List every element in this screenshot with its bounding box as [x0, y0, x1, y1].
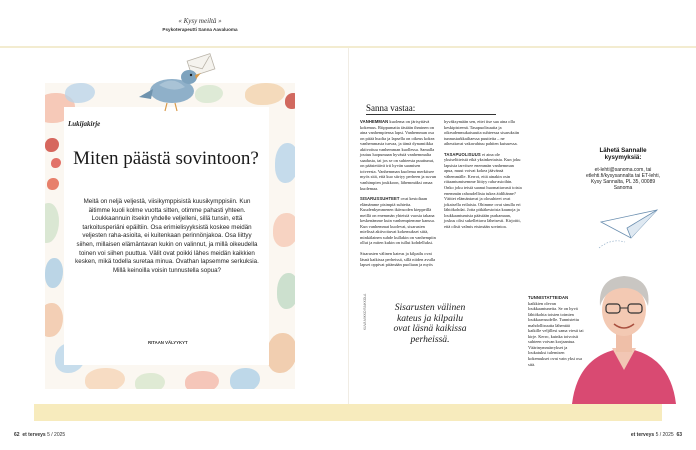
- pull-quote: Sisarusten välinen kateus ja kilpailu ovat läsnä kaikissa perheissä.: [393, 302, 467, 345]
- folio-left: 62 et terveys 5 / 2025: [14, 432, 66, 438]
- contact-details: et-lehti@sanoma.com, tai etlehti.fi/kysysannalta tai ET-lehti, Kysy Sannalta, PL 35, 00089 Sanoma: [586, 166, 660, 192]
- heading-rule: [366, 114, 496, 115]
- paper-plane-icon: [597, 208, 661, 250]
- letter-signature: RITAAN VÄLYYKYT: [148, 340, 188, 345]
- answer-column-1: [360, 119, 438, 273]
- letter-label: Lukijakirje: [68, 120, 101, 128]
- page-spine: [348, 48, 349, 404]
- photo-credit: KUVA MIKKO RAIKKOLA: [363, 293, 367, 330]
- expert-name: Psykoterapeutti Sanna Aavaluoma: [162, 27, 238, 32]
- article-title: Miten päästä sovintoon?: [73, 148, 259, 169]
- expert-portrait: [568, 262, 680, 404]
- paragraph: Sisarusten välinen kateus ja kilpailu ovat läsnä kaikissa perheissä, sillä niiden avulla lapset oppivat pitämään puoliaan ja myös: [360, 251, 436, 268]
- bottom-band: [34, 404, 662, 421]
- contact-title: Lähetä Sannalle kysymyksiä:: [599, 147, 647, 162]
- paragraph: hyväksymään sen, ettei itse saa aina olla keskipisteenä. Tasapuolisuutta ja oikeudenmukaisuutta suhteessa sisaruksiin tunnustarkkailtaessa puutteita – ne aiheuttavat vakavahtuu pahiten kutsuessa.: [444, 119, 520, 147]
- contact-box: [584, 147, 662, 192]
- section-label: « Kysy meiltä »: [178, 17, 222, 25]
- paragraph: TUNNISTATTEIDAN kaikkien olevan loukkaantuneita. Se on hyvä lähtökohta toisten toimien loukkaavuudelle. Tunnistettu mahdollisuutta lähentää kaikille veljillesi sama viesti tai kirje. Kerro, kuinka toivoisit suhteen voivan korjaantua. Väärinymmärrykset ja loukatuksi tulemisen kokemukset ovat vain yksi osa sitä.: [528, 295, 584, 367]
- letter-body: Meitä on neljä veljestä, viisikymppisistä kuusikymppisiin. Kun äitimme kuoli kolme vuotta sitten, otimme pahasti yhteen. Loukkaannuin itsekin yhdelle veljelleni, sillä tunsin, että tarkoitusperiäni epäiltiin. Osa erimielisyyksistä koskee meidän veljesten raha-asioita, ei kuitenkaan perinnönjakoa. Osa liittyy siihen, millaisen elämäntavan kukin on valinnut, ja millä oikeudella toinen voi siihen puuttua. Välit ovat poikki lähes meidän kaikkien kesken, mikä todella suretaa minua. Ovathan lapsemme serkuksia. Millä keinoilla voisin tunnustella sopua?: [75, 198, 259, 274]
- folio-right: et terveys 5 / 2025 63: [630, 432, 682, 438]
- paragraph: SISARUSSUHTEET ovat kestoltaan elämämme pisimpiä suhteita. Kuudenkymmenen ikävuoden kieppeillä meillä on enemmän yhteisiä vuosia takana keskenämme kuin vanhempiemme kanssa. Kun vanhemmat kuolevat, sisarusten mielissä aktivoituvat kokemukset siitä, minkälainen suhde kullakin on vanhempiin ollut ja miten kukin on tullut kohdelluksi.: [360, 196, 436, 246]
- column-header: [130, 17, 270, 32]
- answer-column-2: [444, 119, 522, 234]
- answer-heading: Sanna vastaa:: [366, 103, 416, 113]
- pigeon-icon: [137, 53, 217, 115]
- paragraph: VANHEMMAN kuolema on järisyttävä kokemus. Riippumatta iästään ihminen on aina vanhempiensa lapsi. Vanhemman osa on pitää huolta ja lapsella on oikeus kokea vanhemmasta turvaa, ja tämä dynamiikka aktivoituu vanhemman kuollessa. Samalla joutuu luopumaan hyvästä vanhemmalta saadusta, tai jos se on suhteesta puuttunut, on päästettävä irti hyvän saamisen toiveesta. Vanhemman kuolema merkitsee myös sitä, että kuo siirtyy perheen ja suvun vanhimpien joukkoon, lähemmäksi omaa kuolemaa.: [360, 119, 437, 191]
- paragraph: TASAPUOLISUUS ei aina ole yksiselitteistä eikä yksinkertaista. Kun joku lapsista tarvitsee enemmän vanhemman apua, muut voivat kokea jäävänsä vähemmälle. Kerrot, että ainakin osin riitaantumisemme liittyy raha-asioihin. Onko joku teistä saanut huomattavasti toista enemmän rahoudellista tukea äidiltänne? Väittet elämäntavat ja olosuhteet ovat jokaisella erilaisia. Ohimme ovat sinulla eri lähtökohdat. Jotta pitkäkestoisia kaunoja ja loukkaantumisia päästään purkamaan, joskus olisi sukellettava läheisesti. Kirjoitit, että olisit valmis etsimään sovintoa.: [444, 151, 522, 229]
